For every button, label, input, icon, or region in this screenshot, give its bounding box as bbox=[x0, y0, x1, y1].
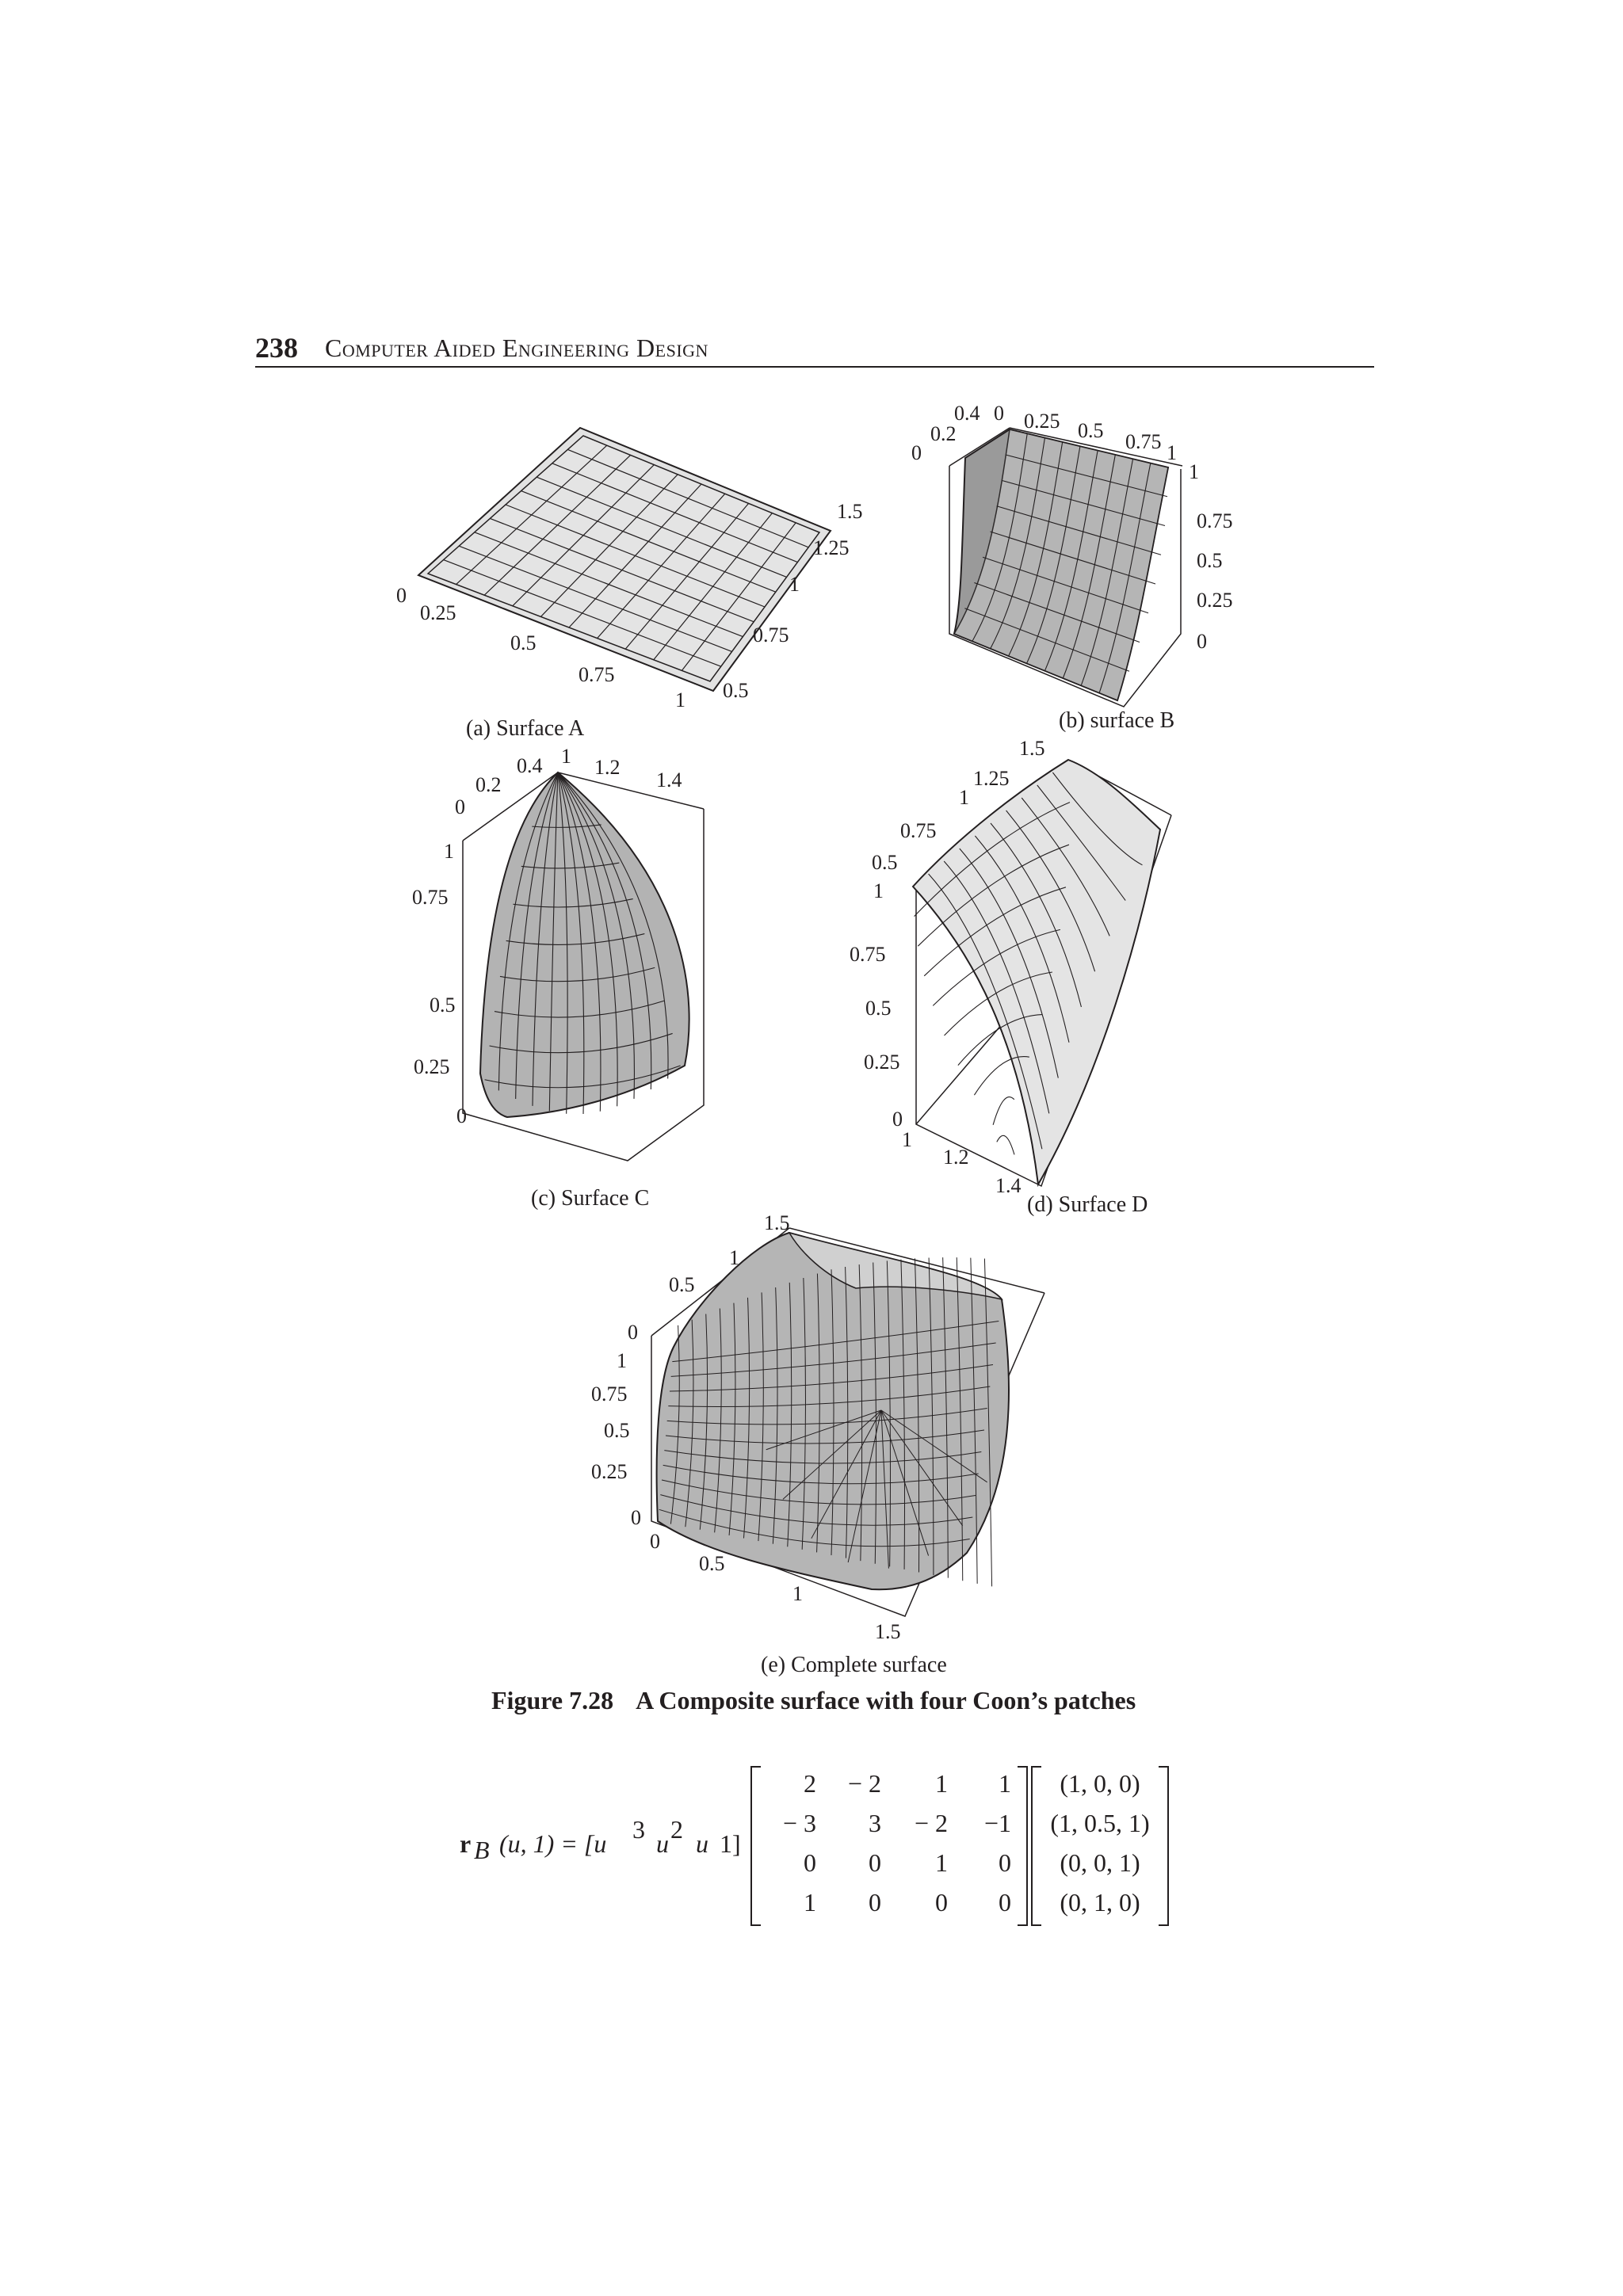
surface-d-mesh bbox=[913, 760, 1160, 1184]
tick-label: 0 bbox=[628, 1321, 638, 1344]
tick-label: 0 bbox=[456, 1104, 467, 1127]
surface-d-bottom-ticks bbox=[902, 1128, 1022, 1197]
matrix-cell: 3 bbox=[869, 1809, 881, 1837]
vector-cell: (0, 0, 1) bbox=[1060, 1848, 1140, 1877]
matrix-cell: 0 bbox=[999, 1848, 1011, 1877]
tick-label: 1.2 bbox=[943, 1146, 969, 1169]
tick-label: 1 bbox=[561, 745, 571, 768]
figure-title: A Composite surface with four Coon’s patches bbox=[636, 1686, 1136, 1714]
tick-label: 0.75 bbox=[412, 886, 449, 909]
matrix-cell: 1 bbox=[935, 1848, 948, 1877]
eq-lhs-sub: B bbox=[474, 1836, 490, 1864]
tick-label: 1 bbox=[729, 1246, 739, 1269]
tick-label: 0.5 bbox=[699, 1552, 725, 1575]
tick-label: 0.5 bbox=[604, 1419, 630, 1442]
tick-label: 0.25 bbox=[1024, 410, 1060, 433]
tick-label: 0 bbox=[455, 795, 465, 818]
tick-label: 0.5 bbox=[865, 997, 892, 1020]
panel-e-complete-surface bbox=[571, 1212, 1062, 1688]
matrix-cell: 0 bbox=[935, 1888, 948, 1917]
tick-label: 0.75 bbox=[591, 1383, 628, 1405]
tick-label: 1.5 bbox=[875, 1620, 901, 1643]
tick-label: 0.25 bbox=[420, 601, 456, 624]
tick-label: 1 bbox=[792, 1582, 803, 1605]
tick-label: 1.5 bbox=[1019, 737, 1045, 760]
surface-c-mesh bbox=[480, 772, 689, 1117]
running-head bbox=[255, 331, 1374, 366]
tick-label: 0 bbox=[994, 402, 1004, 425]
tick-label: 1 bbox=[789, 573, 800, 596]
tick-label: 1.5 bbox=[764, 1211, 790, 1234]
tick-label: 0.75 bbox=[900, 819, 937, 842]
tick-label: 1 bbox=[873, 879, 884, 902]
tick-label: 0 bbox=[911, 441, 922, 464]
tick-label: 0.25 bbox=[591, 1460, 628, 1483]
surface-a-mesh bbox=[418, 428, 831, 691]
tick-label: 0 bbox=[631, 1506, 641, 1529]
matrix-cell: − 3 bbox=[782, 1809, 816, 1837]
tick-label: 0.5 bbox=[430, 994, 456, 1016]
boundary-vector bbox=[1050, 1769, 1149, 1917]
tick-label: 0.2 bbox=[475, 773, 502, 796]
matrix-cell: − 2 bbox=[847, 1769, 881, 1798]
tick-label: 0.75 bbox=[1125, 430, 1162, 453]
tick-label: 0.5 bbox=[669, 1273, 695, 1296]
panel-c-caption: (c) Surface C bbox=[531, 1186, 650, 1211]
panel-b-caption: (b) surface B bbox=[1059, 708, 1175, 733]
tick-label: 1.2 bbox=[594, 756, 621, 779]
tick-label: 0.5 bbox=[723, 679, 749, 702]
matrix-cell: 1 bbox=[935, 1769, 948, 1798]
tick-label: 0.4 bbox=[954, 402, 980, 425]
tick-label: 1 bbox=[1189, 460, 1199, 483]
tick-label: 0.25 bbox=[864, 1051, 900, 1074]
mesh-curve bbox=[993, 1097, 1014, 1125]
matrix-cell: 2 bbox=[804, 1769, 816, 1798]
panel-d-caption: (d) Surface D bbox=[1027, 1192, 1148, 1217]
tick-label: 0.75 bbox=[579, 663, 615, 686]
tick-label: 0.4 bbox=[517, 754, 543, 777]
panel-c-surface-c bbox=[406, 741, 739, 1216]
tick-label: 0.5 bbox=[510, 631, 537, 654]
coefficient-matrix bbox=[783, 1769, 1011, 1917]
tick-label: 0.2 bbox=[930, 422, 957, 445]
surface-b-mesh bbox=[954, 429, 1168, 700]
tick-label: 1.5 bbox=[837, 500, 863, 523]
surface-b-z-ticks bbox=[1189, 460, 1233, 653]
figure-caption bbox=[491, 1686, 1205, 1715]
eq-exp3: 3 bbox=[632, 1815, 645, 1844]
tick-label: 0.25 bbox=[414, 1055, 450, 1078]
tick-label: 0 bbox=[650, 1530, 660, 1553]
vector-cell: (0, 1, 0) bbox=[1060, 1888, 1140, 1917]
tick-label: 0.5 bbox=[872, 851, 898, 874]
eq-lhs-bold: r bbox=[460, 1829, 472, 1858]
panel-a-caption: (a) Surface A bbox=[466, 716, 585, 741]
tick-label: 1 bbox=[959, 786, 969, 809]
equation-rb bbox=[0, 1743, 1623, 1949]
tick-label: 1.4 bbox=[995, 1174, 1022, 1197]
tick-label: 0 bbox=[396, 584, 407, 607]
surface-e-z-ticks bbox=[591, 1349, 641, 1529]
figure-number: Figure 7.28 bbox=[491, 1686, 614, 1714]
tick-label: 0.5 bbox=[1197, 549, 1223, 572]
surface-c-z-ticks bbox=[412, 840, 467, 1127]
book-title: Computer Aided Engineering Design bbox=[325, 334, 708, 362]
tick-label: 1 bbox=[902, 1128, 912, 1151]
tick-label: 0.75 bbox=[850, 943, 886, 966]
surface-d-z-ticks bbox=[850, 879, 903, 1131]
tick-label: 1 bbox=[675, 688, 685, 711]
tick-label: 1.4 bbox=[656, 769, 682, 791]
mesh-curve bbox=[997, 1135, 1014, 1154]
matrix-cell: 1 bbox=[999, 1769, 1011, 1798]
panel-a-surface-a bbox=[396, 412, 872, 745]
panel-d-surface-d bbox=[840, 737, 1205, 1224]
tick-label: 1 bbox=[617, 1349, 627, 1372]
eq-lhs-args: (u, 1) = [u bbox=[499, 1829, 607, 1858]
eq-u1: u bbox=[696, 1829, 708, 1858]
matrix-cell: 0 bbox=[804, 1848, 816, 1877]
eq-exp2: 2 bbox=[670, 1815, 683, 1844]
tick-label: 1 bbox=[444, 840, 454, 863]
equation-lhs bbox=[460, 1815, 741, 1864]
matrix-cell: 0 bbox=[869, 1848, 881, 1877]
panel-e-caption: (e) Complete surface bbox=[761, 1653, 947, 1677]
panel-b-surface-b bbox=[911, 396, 1244, 745]
matrix-cell: − 2 bbox=[914, 1809, 948, 1837]
page-number: 238 bbox=[255, 332, 298, 364]
tick-label: 0.5 bbox=[1078, 419, 1104, 442]
vector-cell: (1, 0.5, 1) bbox=[1050, 1809, 1150, 1837]
tick-label: 1 bbox=[1167, 441, 1177, 464]
vector-cell: (1, 0, 0) bbox=[1060, 1769, 1140, 1798]
tick-label: 0.75 bbox=[1197, 509, 1233, 532]
matrix-cell: 0 bbox=[869, 1888, 881, 1917]
matrix-cell: 1 bbox=[804, 1888, 816, 1917]
matrix-cell: −1 bbox=[983, 1809, 1011, 1837]
surface-e-mesh bbox=[657, 1233, 1009, 1589]
tick-label: 0 bbox=[1197, 630, 1207, 653]
tick-label: 0 bbox=[892, 1108, 903, 1131]
tick-label: 1.25 bbox=[973, 767, 1010, 790]
tick-label: 0.25 bbox=[1197, 589, 1233, 612]
header-rule bbox=[255, 366, 1374, 368]
eq-u2: u bbox=[656, 1829, 669, 1858]
tick-label: 1.25 bbox=[813, 536, 850, 559]
matrix-cell: 0 bbox=[999, 1888, 1011, 1917]
eq-one: 1] bbox=[720, 1829, 741, 1858]
tick-label: 0.75 bbox=[753, 624, 789, 646]
